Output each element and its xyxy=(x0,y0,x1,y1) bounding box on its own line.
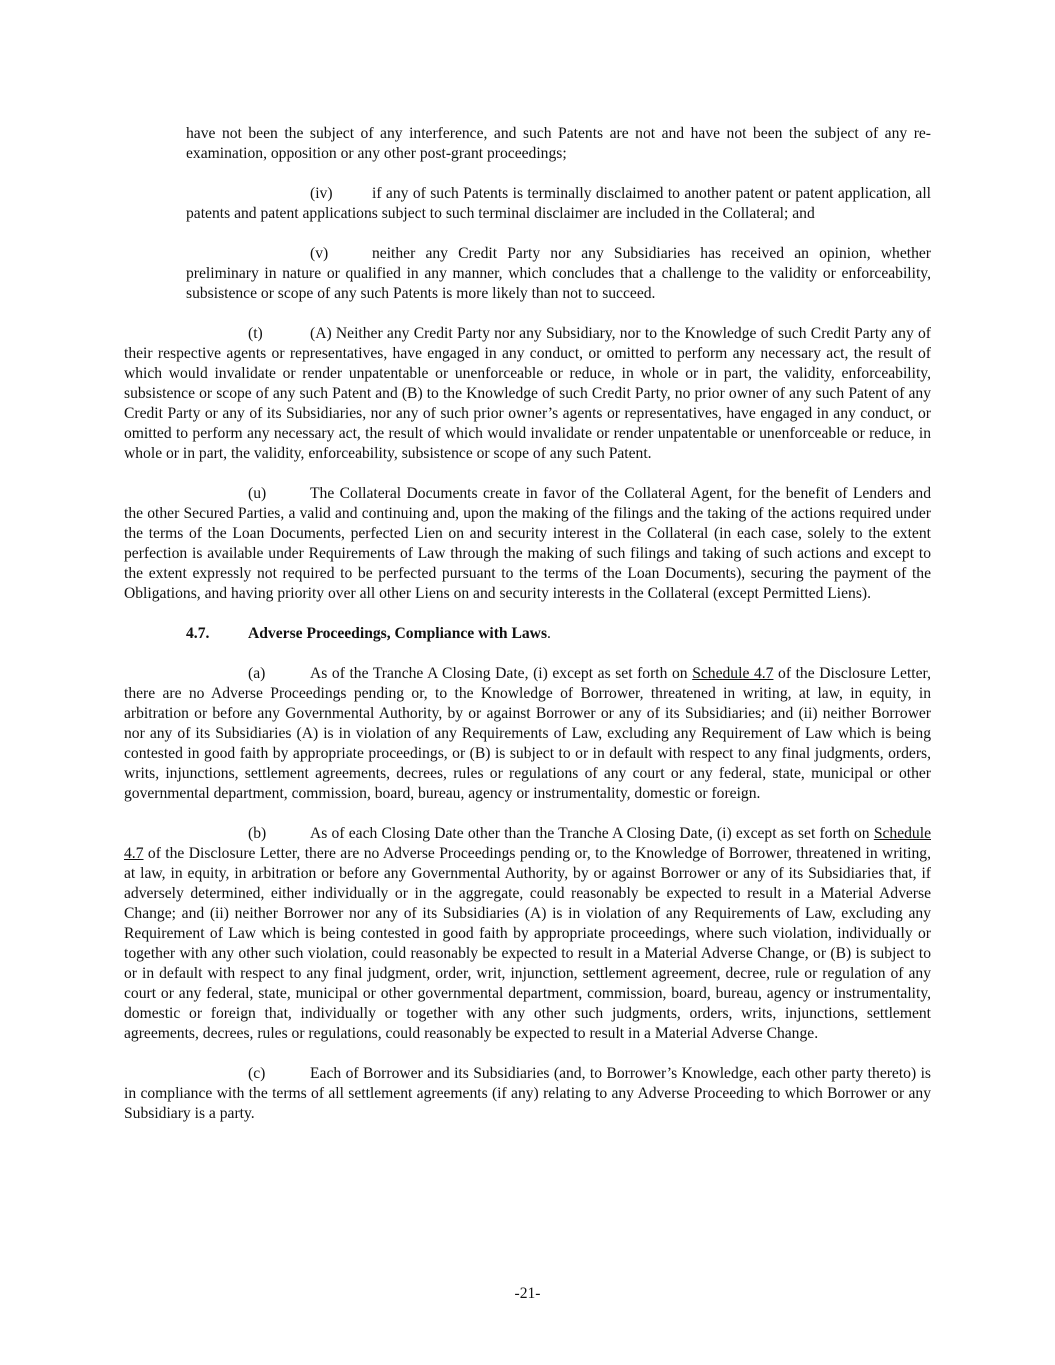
paragraph-u xyxy=(124,484,931,604)
clause-label: (c) xyxy=(248,1065,266,1082)
paragraph-t xyxy=(124,324,931,464)
paragraph-text: Each of Borrower and its Subsidiaries (and, to Borrower’s Knowledge, each other party thereto) is in compliance with the terms of all settlement agreements (if any) relating to any Adverse Proceeding to which Borrower or any Subsidiary is a party. xyxy=(124,1065,931,1122)
paragraph-text: of the Disclosure Letter, there are no Adverse Proceedings pending or, to the Knowledge of Borrower, threatened in writing, at law, in equity, in arbitration or before any Governmental Authority, by or against Borrower or any of its Subsidiaries that, if adversely determined, either individually or in the aggregate, could reasonably be expected to result in a Material Adverse Change; and (ii) neither Borrower nor any of its Subsidiaries (A) is in violation of any Requirements of Law, excluding any Requirement of Law which is being contested in good faith by appropriate proceedings, where such violation, individually or together with any other such violation, could reasonably be expected to result in a Material Adverse Change, or (B) is subject to or in default with respect to any final judgment, order, writ, injunction, settlement agreement, decree, rule or regulation of any court or any federal, state, municipal or other governmental department, commission, board, bureau, agency or instrumentality, domestic or foreign that, individually or together with any other such judgments, orders, writs, injunctions, settlement agreements, decrees, rules or regulations, could reasonably be expected to result in a Material Adverse Change. xyxy=(124,845,931,1042)
paragraph-text: The Collateral Documents create in favor of the Collateral Agent, for the benefit of Lenders and the other Secured Parties, a valid and continuing and, upon the making of the filings and the taking of the actions required under the terms of the Loan Documents, perfected Lien on and security interest in the Collateral (in each case, solely to the extent perfection is available under Requirements of Law through the making of such filings and taking of such actions and except to the extent expressly not required to be perfected pursuant to the terms of the Loan Documents), securing the payment of the Obligations, and having priority over all other Liens on and security interests in the Collateral (except Permitted Liens). xyxy=(124,485,931,602)
paragraph-text: (A) Neither any Credit Party nor any Subsidiary, nor to the Knowledge of such Credit Party any of their respective agents or representatives, have engaged in any conduct, or omitted to perform any necessary act, the result of which would invalidate or render unpatentable or unenforceable or reduce, in whole or in part, the validity, enforceability, subsistence or scope of any such Patent and (B) to the Knowledge of such Credit Party, no prior owner of any such Patent of any Credit Party or any of its Subsidiaries, nor any of such prior owner’s agents or representatives, have engaged in any conduct, or omitted to perform any necessary act, the result of which would invalidate or render unpatentable or unenforceable or reduce, in whole or in part, the validity, enforceability, subsistence or scope of any such Patent. xyxy=(124,325,931,462)
clause-label: (v) xyxy=(310,245,329,262)
clause-label: (u) xyxy=(248,485,267,502)
clause-label: (a) xyxy=(248,665,266,682)
schedule-reference: Schedule 4.7 xyxy=(692,665,774,682)
schedule-reference: Schedule 4.7 xyxy=(124,825,931,862)
paragraph-text: of the Disclosure Letter, there are no Adverse Proceedings pending or, to the Knowledge of Borrower, threatened in writing, at law, in equity, in arbitration or before any Governmental Authority, by or against Borrower or any of its Subsidiaries; and (ii) neither Borrower nor any of its Subsidiaries (A) is in violation of any Requirements of Law, excluding any Requirement of Law which is being contested in good faith by appropriate proceedings, or (B) is subject to or in default with respect to any final judgments, orders, writs, injunctions, settlement agreements, decrees, rules or regulations of any court or any federal, state, municipal or other governmental department, commission, board, bureau, agency or instrumentality, domestic or foreign. xyxy=(124,665,932,802)
paragraph-text: neither any Credit Party nor any Subsidiaries has received an opinion, whether preliminary in nature or qualified in any manner, which concludes that a challenge to the validity or enforceability, subsistence or scope of any such Patents is more likely than not to succeed. xyxy=(186,245,931,302)
section-title-period: . xyxy=(547,625,551,642)
section-number: 4.7. xyxy=(186,625,210,642)
paragraph-a xyxy=(124,664,931,804)
document-page xyxy=(124,124,931,1144)
paragraph-text: have not been the subject of any interference, and such Patents are not and have not been the subject of any re-examination, opposition or any other post-grant proceedings; xyxy=(186,125,931,162)
paragraph-text: As of the Tranche A Closing Date, (i) except as set forth on xyxy=(310,665,688,682)
paragraph-c xyxy=(124,1064,931,1124)
paragraph-text: if any of such Patents is terminally disclaimed to another patent or patent application, all patents and patent applications subject to such terminal disclaimer are included in the Collateral; and xyxy=(186,185,931,222)
page-number: -21- xyxy=(514,1285,541,1302)
section-heading xyxy=(186,624,931,644)
paragraph-v xyxy=(186,244,931,304)
clause-label: (iv) xyxy=(310,185,333,202)
paragraph-s-continuation xyxy=(186,124,931,164)
paragraph-b xyxy=(124,824,931,1044)
paragraph-text: As of each Closing Date other than the Tranche A Closing Date, (i) except as set forth on xyxy=(310,825,870,842)
clause-label: (b) xyxy=(248,825,267,842)
section-title: Adverse Proceedings, Compliance with Laws xyxy=(248,625,548,642)
clause-label: (t) xyxy=(248,325,263,342)
paragraph-iv xyxy=(186,184,931,224)
